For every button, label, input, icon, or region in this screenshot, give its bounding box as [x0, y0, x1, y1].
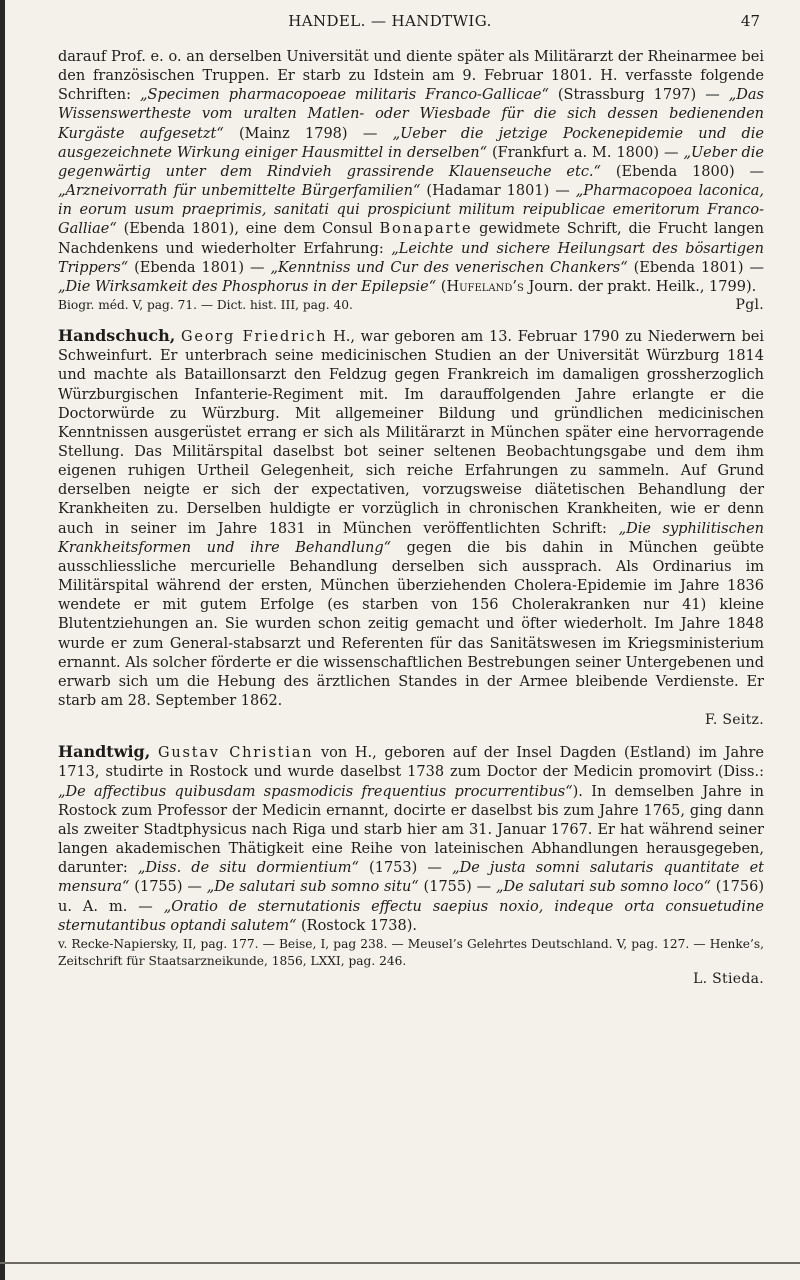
text-run: darauf Prof. e. o. an derselben Universität und diente später als Militärarzt der Rheinarmee bei den französischen Truppen. Er starb zu Idstein am 9. Februar 1801. H. verfasste folgende Schriften: — [58, 49, 764, 104]
text-run: (Strassburg 1797) — — [548, 87, 729, 104]
entry-handschuch-signature-line — [58, 711, 764, 730]
work-title: „Specimen pharmacopoeae militaris Franco-Gallicae“ — [140, 87, 549, 104]
person-name: Bonaparte — [379, 221, 473, 238]
work-title: „Leichte und sichere Heilungsart des bösartigen Trippers“ — [58, 240, 764, 276]
text-run: H., war geboren am 13. Februar 1790 zu Niederwern bei Schweinfurt. Er unterbrach seine medicinischen Studien an der Universität Würzburg 1814 und machte als Bataillonsarzt den Feldzug gegen Frankreich im damaligen grossherzoglich Würzburgischen Infanterie-Regiment mit. Im darauffolgenden Jahre erlangte er die Doctorwürde zu Würzburg. Mit allgemeiner Bildung und gründlichen medicinischen Kenntnissen ausgerüstet errang er sich als Militärarzt in München später eine hervorragende Stellung. Das Militärspital daselbst bot seiner seltenen Beobachtungsgabe und dem ihm eigenen ruhigen Urtheil Gelegenheit, sich reiche Erfahrungen zu sammeln. Auf Grund derselben neigte er sich der expectativen, vorzugsweise diätetischen Behandlung der Krankheiten zu. Derselben huldigte er vorzüglich in chronischen Krankheiten, wie er denn auch in seiner im Jahre 1831 in München veröffentlichten Schrift: — [58, 329, 764, 537]
work-title: „De affectibus quibusdam spasmodicis frequentius procurrentibus“ — [58, 783, 573, 800]
text-run: (1755) — — [418, 879, 496, 896]
text-run: (Frankfurt a. M. 1800) — — [487, 144, 684, 161]
text-run: Journ. der prakt. Heilk., 1799). — [523, 278, 757, 295]
sources-text: v. Recke-Napiersky, II, pag. 177. — Beise, I, pag 238. — Meusel’s Gelehrtes Deutschland. V, pag. 127. — Henke’s, Zeitschrift für Staatsarzneikunde, 1856, LXXI, pag. 246. — [58, 936, 764, 968]
journal-author: Hufeland’s — [446, 278, 524, 295]
text-run: (Hadamar 1801) — — [420, 183, 576, 200]
page-header — [60, 12, 760, 36]
text-run — [150, 745, 158, 761]
entry-handel-text — [58, 48, 764, 297]
work-title: „Die syphilitischen Krankheitsformen und ihre Behandlung“ — [58, 520, 764, 556]
entry-gap — [58, 730, 764, 742]
entry-headword: Handtwig, — [58, 742, 151, 762]
work-title: „Ueber die jetzige Pockenepidemie und die ausgezeichnete Wirkung einiger Hausmittel in derselben“ — [58, 125, 764, 161]
page-bottom-rule — [0, 1262, 800, 1264]
entry-handtwig-signature-line — [58, 970, 764, 989]
text-run: (Mainz 1798) — — [223, 125, 393, 142]
work-title: „Die Wirksamkeit des Phosphorus in der Epilepsie“ — [58, 278, 437, 295]
text-run: (Rostock 1738). — [296, 917, 417, 934]
work-title: „De justa somni salutaris quantitate et mensura“ — [58, 860, 765, 896]
text-run: (Ebenda 1801) — — [627, 259, 764, 276]
text-run: (1753) — — [358, 860, 453, 877]
work-title: „Kenntniss und Cur des venerischen Chankers“ — [270, 259, 628, 276]
text-run: ). In demselben Jahre in Rostock zum Professor der Medicin ernannt, docirte er daselbst bis zum Jahre 1765, ging dann als zweiter Stadtphysicus nach Riga und starb hier am 31. Januar 1767. Er hat während seiner langen akademischen Thätigkeit eine Reihe von lateinischen Abhandlungen herausgegeben, darunter: — [58, 783, 764, 877]
work-title: „Pharmacopoea laconica, in eorum usum praeprimis, sanitati qui prospiciunt militum reipublicae emeritorum Franco-Galliae“ — [58, 183, 764, 238]
text-run: (Ebenda 1801) — — [128, 259, 271, 276]
work-title: „Diss. de situ dormientium“ — [137, 860, 359, 877]
person-name: Georg Friedrich — [181, 329, 328, 346]
page-edge-rule — [0, 0, 5, 1280]
text-run: von H., geboren auf der Insel Dagden (Estland) im Jahre 1713, studirte in Rostock und wurde daselbst 1738 zum Doctor der Medicin promovirt (Diss.: — [58, 745, 765, 781]
entry-handtwig-text — [58, 742, 764, 936]
text-run: ( — [436, 278, 447, 295]
work-title: „Arzneivorrath für unbemittelte Bürgerfamilien“ — [58, 183, 421, 200]
author-signature: L. Stieda. — [693, 970, 764, 987]
sources-text: Biogr. méd. V, pag. 71. — Dict. hist. III, pag. 40. — [58, 298, 353, 313]
text-run: gegen die bis dahin in München geübte ausschliessliche mercurielle Behandlung derselben sich aussprach. Als Ordinarius im Militärspital während der ersten, München überziehenden Cholera-Epidemie im Jahre 1836 wendete er mit gutem Erfolge (es starben von 156 Cholerakranken nur 41) kleine Blutentziehungen an. Sie wurden schon zeitig gemacht und öfter wiederholt. Im Jahre 1848 wurde er zum General-stabsarzt und Referenten für das Sanitätswesen im Kriegsministerium ernannt. Als solcher förderte er die wissenschaftlichen Bestrebungen seiner Untergebenen und erwarb sich um die Hebung des ärztlichen Standes in der Armee bleibende Verdienste. Er starb am 28. September 1862. — [58, 539, 765, 709]
page-number: 47 — [740, 12, 760, 30]
entry-handschuch-text — [58, 326, 764, 711]
text-run: (1756) u. A. m. — — [58, 879, 765, 915]
work-title: „De salutari sub somno situ“ — [206, 879, 419, 896]
running-head: HANDEL. — HANDTWIG. — [288, 12, 492, 30]
entry-gap — [58, 314, 764, 326]
work-title: „Das Wissenswertheste vom uralten Matlen- oder Wiesbade für die sich dessen bedienenden Kurgäste aufgesetzt“ — [58, 87, 764, 142]
author-signature: Pgl. — [735, 297, 764, 314]
text-run: (1755) — — [129, 879, 207, 896]
author-signature: F. Seitz. — [705, 712, 764, 729]
work-title: „De salutari sub somno loco“ — [496, 879, 711, 896]
person-name: Gustav Christian — [157, 745, 314, 762]
text-run: (Ebenda 1801), eine dem Consul — [116, 221, 380, 238]
entry-headword: Handschuch, — [58, 326, 176, 346]
work-title: „Ueber die gegenwärtig unter dem Rindvieh grassirende Klauenseuche etc.“ — [58, 144, 765, 180]
entry-handel-sources — [58, 297, 764, 314]
body-text — [58, 48, 764, 989]
text-run: (Ebenda 1800) — — [600, 163, 764, 180]
text-run: gewidmete Schrift, die Frucht langen Nachdenkens und wiederholter Erfahrung: — [58, 221, 764, 257]
work-title: „Oratio de sternutationis effectu saepius noxio, indeque orta consuetudine sternutantibus optandi salutem“ — [58, 898, 764, 934]
entry-handtwig-sources — [58, 936, 764, 970]
